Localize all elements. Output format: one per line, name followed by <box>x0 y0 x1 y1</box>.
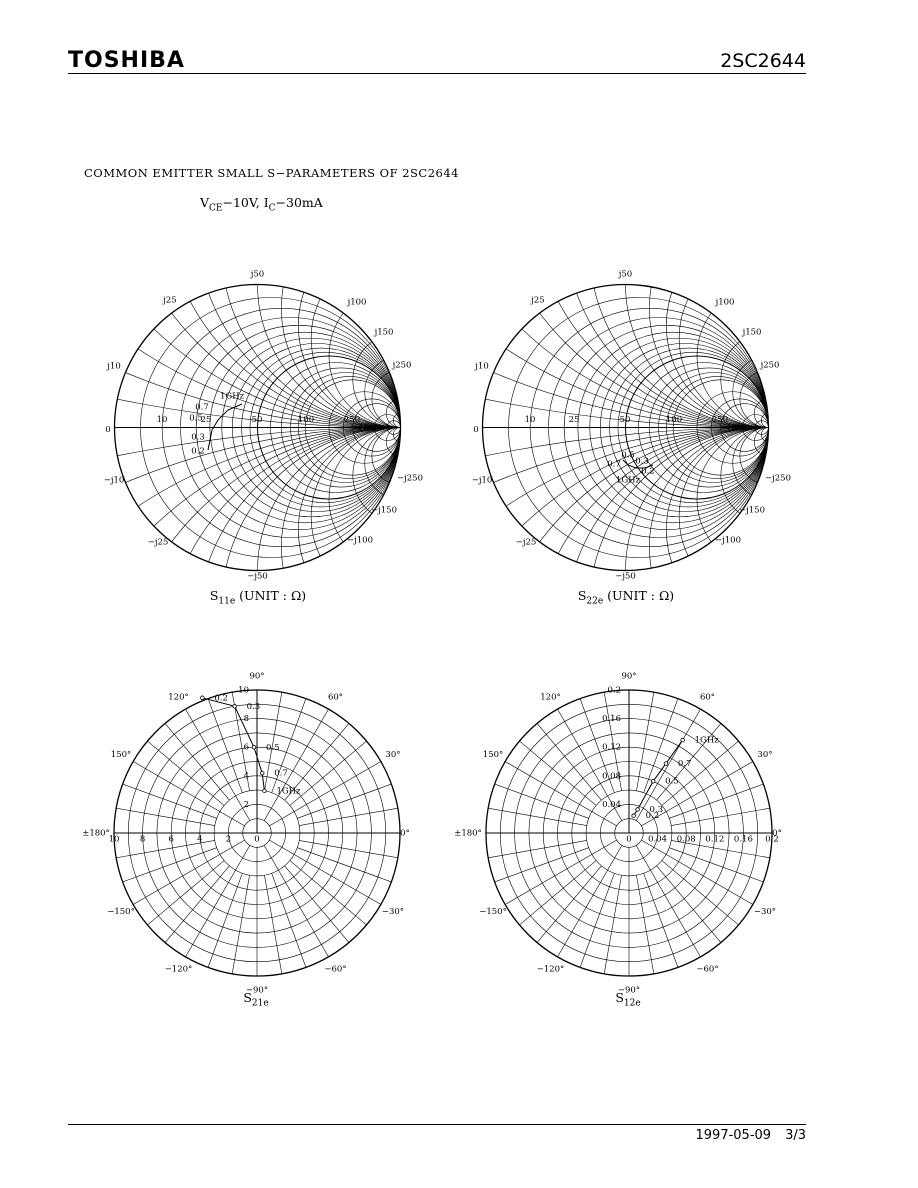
reactance-arc <box>626 428 912 714</box>
footer-rule <box>68 1124 806 1125</box>
angle-spoke <box>519 741 596 805</box>
label-mj10: −j10 <box>471 475 493 486</box>
freq-label-0.3: 0.3 <box>191 432 205 443</box>
label-0: 0 <box>105 425 111 435</box>
angle-spoke <box>208 873 242 967</box>
reactance-arc <box>329 428 472 571</box>
freq-label: 0.2 <box>645 811 660 822</box>
polar-chart-s12 <box>454 671 782 996</box>
label-r100: 100 <box>665 415 683 425</box>
label-j250: j250 <box>392 360 412 371</box>
freq-point <box>651 779 655 783</box>
freq-point <box>681 738 685 742</box>
angle-spoke <box>123 784 217 818</box>
scale-label: 8 <box>139 834 146 845</box>
scale-label-vertical: 0.04 <box>602 799 621 810</box>
angle-spoke <box>537 723 601 800</box>
freq-point <box>632 814 636 818</box>
angle-label: −60° <box>696 964 719 975</box>
label-mj25: −j25 <box>515 537 537 548</box>
scale-label-vertical: 10 <box>238 685 249 696</box>
angle-spoke <box>488 840 587 857</box>
angle-spoke <box>297 848 391 882</box>
label-r100: 100 <box>297 415 315 425</box>
freq-point <box>252 745 256 749</box>
smith-chart-s11 <box>103 269 423 582</box>
label-j250: j250 <box>760 360 780 371</box>
label-j100: j100 <box>715 297 735 308</box>
angle-spoke <box>116 808 215 825</box>
angle-spoke <box>297 784 391 818</box>
angle-spoke <box>644 873 678 967</box>
freq-label-1GHz: 1GHz <box>615 475 641 486</box>
angle-label: 120° <box>540 692 561 703</box>
footer-page: 3/3 <box>785 1128 806 1143</box>
freq-label-0.5: 0.5 <box>621 450 635 461</box>
angle-label: 60° <box>699 692 716 703</box>
label-j150: j150 <box>374 327 394 338</box>
scale-label: 0.08 <box>676 834 696 845</box>
reactance-arc <box>697 428 840 571</box>
scale-label: 0.2 <box>765 834 779 845</box>
angle-label: ±180° <box>454 828 482 839</box>
freq-point <box>201 696 205 700</box>
angle-spoke <box>669 784 763 818</box>
scale-label-vertical: 2 <box>243 799 249 810</box>
footer-date: 1997-05-09 <box>695 1128 772 1143</box>
label-mj250: −j250 <box>397 473 423 484</box>
freq-point <box>233 704 237 708</box>
angle-spoke <box>147 741 224 805</box>
scale-label: 0.16 <box>733 834 753 845</box>
angle-label: −120° <box>536 964 565 975</box>
angle-spoke <box>285 866 349 943</box>
angle-spoke <box>488 808 587 825</box>
angle-label: −30° <box>753 907 777 917</box>
freq-label: 0.3 <box>246 701 261 712</box>
reactance-arc <box>483 0 918 428</box>
label-j10: j10 <box>107 361 121 372</box>
freq-label: 0.5 <box>665 776 679 787</box>
freq-label-0.7: 0.7 <box>607 459 621 470</box>
freq-point <box>636 808 640 812</box>
angle-label: −90° <box>617 985 641 996</box>
reactance-arc <box>564 19 918 428</box>
angle-spoke <box>232 875 249 974</box>
caption-s12: $S_{12e}$ <box>615 990 641 1009</box>
angle-spoke <box>290 741 367 805</box>
angle-spoke <box>636 875 653 974</box>
scale-label-vertical: 0.16 <box>602 714 621 725</box>
angle-spoke <box>495 848 589 882</box>
label-mj150: −j150 <box>739 505 765 516</box>
angle-spoke <box>495 784 589 818</box>
freq-point <box>260 771 264 775</box>
scale-label: 6 <box>168 834 174 845</box>
label-mj10: −j10 <box>103 475 125 486</box>
scale-label-vertical: 8 <box>243 714 249 725</box>
angle-spoke <box>662 861 739 925</box>
angle-label: −120° <box>164 964 193 975</box>
scale-label: 0.04 <box>648 834 668 845</box>
angle-spoke <box>657 866 721 943</box>
angle-spoke <box>272 873 306 967</box>
label-top: j50 <box>250 269 265 280</box>
smith-chart-s22 <box>471 269 791 582</box>
freq-label-0.7: 0.7 <box>195 402 209 413</box>
freq-label-0.5: 0.5 <box>189 413 203 424</box>
angle-label: 30° <box>385 750 401 760</box>
angle-label: 120° <box>168 692 189 703</box>
angle-label: ±180° <box>82 828 110 839</box>
scale-label-vertical: 0.2 <box>607 685 621 696</box>
scale-label-vertical: 0.08 <box>602 771 621 782</box>
label-r10: 10 <box>524 415 536 425</box>
scale-label-vertical: 4 <box>243 771 249 782</box>
reactance-arc <box>666 223 870 427</box>
angle-spoke <box>636 692 653 791</box>
part-number: 2SC2644 <box>720 50 806 72</box>
label-r25: 25 <box>568 415 580 425</box>
angle-spoke <box>604 875 621 974</box>
caption-s11: $S_{11e}$ (UNIT : Ω) <box>209 588 307 607</box>
freq-label: 0.7 <box>677 759 692 770</box>
freq-label-0.2: 0.2 <box>191 446 205 457</box>
label-top: j50 <box>618 269 633 280</box>
angle-spoke <box>123 848 217 882</box>
reactance-arc <box>649 189 887 427</box>
freq-label-1GHz: 1GHz <box>219 391 245 402</box>
angle-label: 60° <box>327 692 344 703</box>
scale-label: 10 <box>108 834 120 845</box>
freq-label: 0.3 <box>649 804 664 815</box>
angle-label: −90° <box>245 985 269 996</box>
angle-label: 90° <box>621 671 637 682</box>
angle-spoke <box>580 873 614 967</box>
freq-label-0.3: 0.3 <box>635 456 649 467</box>
label-bottom: −j50 <box>615 571 636 582</box>
angle-label: −30° <box>381 907 405 917</box>
angle-spoke <box>669 848 763 882</box>
freq-point <box>664 762 668 766</box>
label-mj100: −j100 <box>715 535 741 546</box>
brand-logo: TOSHIBA <box>68 48 185 73</box>
label-r50: 50 <box>251 415 263 425</box>
reactance-arc <box>590 70 918 428</box>
label-r10: 10 <box>156 415 168 425</box>
scale-label: 0.12 <box>705 834 725 845</box>
label-mj250: −j250 <box>765 473 791 484</box>
label-0: 0 <box>473 425 479 435</box>
label-mj150: −j150 <box>371 505 397 516</box>
document-title: COMMON EMITTER SMALL S−PARAMETERS OF 2SC2644 <box>84 166 460 180</box>
label-r25: 25 <box>200 415 212 425</box>
angle-label: 90° <box>249 671 265 682</box>
footer <box>682 1128 806 1143</box>
reactance-arc <box>649 428 887 666</box>
caption-s22: $S_{22e}$ (UNIT : Ω) <box>577 588 675 607</box>
angle-spoke <box>290 861 367 925</box>
caption-s21: $S_{21e}$ <box>243 990 269 1009</box>
freq-point <box>263 789 267 793</box>
scale-label: 4 <box>197 834 203 845</box>
freq-label: 0.7 <box>274 768 288 779</box>
angle-label: 0° <box>400 828 410 839</box>
label-r250: 250 <box>343 415 361 425</box>
angle-spoke <box>299 840 398 857</box>
freq-label: 1GHz <box>694 735 719 746</box>
scale-label: 2 <box>225 834 232 845</box>
angle-label: 0° <box>772 828 782 839</box>
angle-label: −150° <box>479 907 507 917</box>
label-r50: 50 <box>619 415 631 425</box>
angle-label: 150° <box>110 750 132 760</box>
label-j10: j10 <box>475 361 489 372</box>
freq-label-0.2: 0.2 <box>641 466 655 477</box>
reactance-arc <box>626 142 912 428</box>
angle-spoke <box>299 808 398 825</box>
test-conditions: $V_{CE}-10V$, $I_C-30mA$ <box>200 195 323 214</box>
label-bottom: −j50 <box>247 571 268 582</box>
header-rule <box>68 73 806 74</box>
angle-spoke <box>165 866 229 943</box>
freq-label: 0.2 <box>214 693 228 704</box>
angle-spoke <box>537 866 601 943</box>
angle-spoke <box>671 808 770 825</box>
reactance-arc <box>298 223 502 427</box>
angle-label: 30° <box>757 750 773 760</box>
angle-label: 150° <box>482 750 504 760</box>
angle-spoke <box>519 861 596 925</box>
scale-label: 0 <box>254 834 260 845</box>
freq-label: 0.5 <box>266 742 280 753</box>
scale-label: 0 <box>626 834 632 845</box>
label-mj25: −j25 <box>147 537 169 548</box>
label-j100: j100 <box>347 297 367 308</box>
label-j25: j25 <box>163 295 177 306</box>
scale-label-vertical: 0.12 <box>602 742 621 753</box>
angle-spoke <box>264 875 281 974</box>
label-j25: j25 <box>531 295 545 306</box>
label-r250: 250 <box>711 415 729 425</box>
label-j150: j150 <box>742 327 762 338</box>
freq-label: 1GHz <box>276 786 301 797</box>
angle-label: −60° <box>324 964 347 975</box>
angle-spoke <box>662 741 739 805</box>
angle-spoke <box>165 723 229 800</box>
angle-label: −150° <box>107 907 135 917</box>
scale-label-vertical: 6 <box>243 742 249 753</box>
label-mj100: −j100 <box>347 535 373 546</box>
angle-spoke <box>147 861 224 925</box>
polar-chart-s21 <box>82 671 410 996</box>
